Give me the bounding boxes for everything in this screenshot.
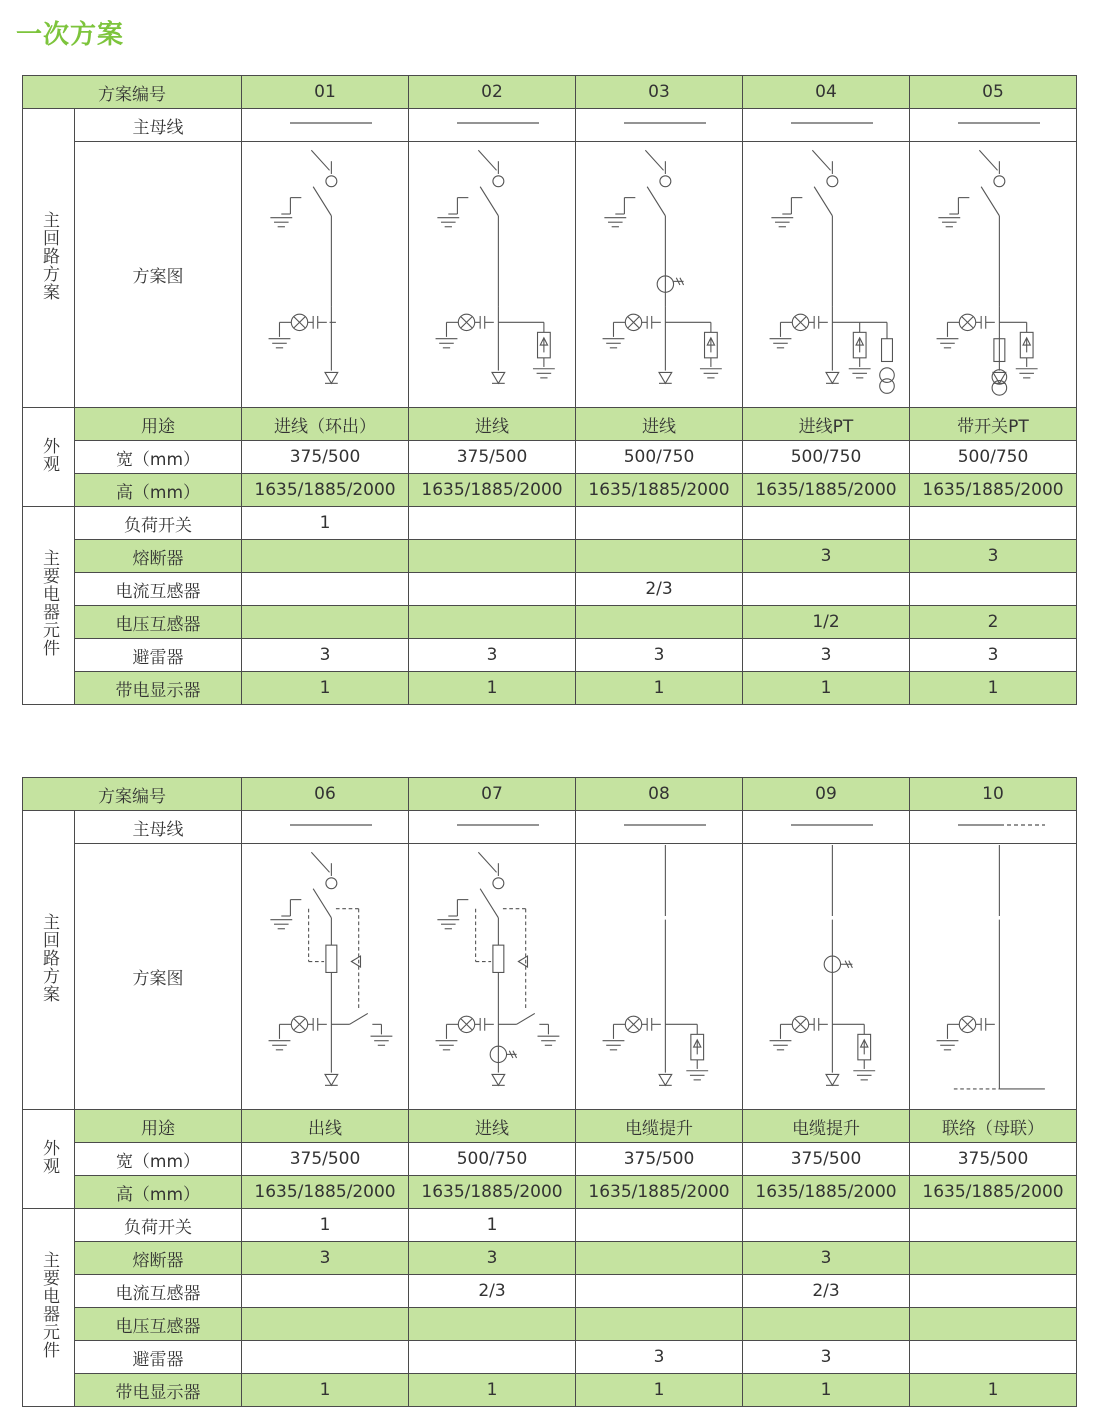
row-height [23, 1176, 1077, 1209]
row-usage [23, 1110, 1077, 1143]
cell-usage: 联络（母联） [910, 1110, 1077, 1143]
busbar-line [242, 811, 408, 843]
row-label-width: 宽（mm） [75, 441, 242, 474]
row-label-pt: 电压互感器 [75, 606, 242, 639]
group-main-circuit [23, 109, 75, 408]
cell-arrester: 3 [743, 639, 910, 672]
scheme-diagram-05 [910, 143, 1076, 407]
busbar-cell [409, 811, 576, 844]
cell-arrester: 3 [743, 1341, 910, 1374]
cell-ct: 2/3 [743, 1275, 910, 1308]
group-main-circuit [23, 811, 75, 1110]
cell-arrester: 3 [576, 1341, 743, 1374]
row-load_switch [23, 1209, 1077, 1242]
busbar-cell [576, 109, 743, 142]
header-row [23, 76, 1077, 109]
scheme-number: 03 [576, 76, 743, 109]
row-label-ct: 电流互感器 [75, 573, 242, 606]
cell-pt [576, 606, 743, 639]
row-label-scheme-no: 方案编号 [23, 778, 242, 811]
busbar-row [23, 109, 1077, 142]
row-usage [23, 408, 1077, 441]
row-arrester [23, 1341, 1077, 1374]
row-label-arrester: 避雷器 [75, 639, 242, 672]
busbar-cell [409, 109, 576, 142]
cell-load_switch [743, 1209, 910, 1242]
cell-arrester [409, 1341, 576, 1374]
cell-height: 1635/1885/2000 [743, 1176, 910, 1209]
diagram-cell [576, 844, 743, 1110]
cell-ct [242, 1275, 409, 1308]
scheme-table-1 [22, 75, 1077, 705]
row-label-height: 高（mm） [75, 474, 242, 507]
row-indicator [23, 1374, 1077, 1407]
cell-fuse [242, 540, 409, 573]
busbar-line [743, 811, 909, 843]
cell-usage: 出线 [242, 1110, 409, 1143]
row-height [23, 474, 1077, 507]
cell-width: 375/500 [743, 1143, 910, 1176]
cell-height: 1635/1885/2000 [910, 474, 1077, 507]
cell-height: 1635/1885/2000 [910, 1176, 1077, 1209]
group-label: 主回路方案 [39, 912, 59, 1003]
diagram-cell [242, 142, 409, 408]
busbar-row [23, 811, 1077, 844]
row-label-ct: 电流互感器 [75, 1275, 242, 1308]
scheme-number: 04 [743, 76, 910, 109]
cell-ct: 2/3 [409, 1275, 576, 1308]
cell-fuse [910, 1242, 1077, 1275]
diagram-cell [910, 844, 1077, 1110]
group-label: 外观 [39, 1138, 59, 1175]
cell-load_switch: 1 [409, 1209, 576, 1242]
row-pt [23, 1308, 1077, 1341]
cell-usage: 电缆提升 [576, 1110, 743, 1143]
cell-fuse [576, 1242, 743, 1275]
busbar-line [910, 109, 1076, 141]
cell-load_switch [743, 507, 910, 540]
cell-indicator: 1 [743, 1374, 910, 1407]
row-label-arrester: 避雷器 [75, 1341, 242, 1374]
cell-width: 375/500 [576, 1143, 743, 1176]
scheme-number: 06 [242, 778, 409, 811]
cell-ct [409, 573, 576, 606]
group-appearance [23, 1110, 75, 1209]
cell-pt [743, 1308, 910, 1341]
cell-usage: 进线 [409, 408, 576, 441]
diagram-cell [409, 142, 576, 408]
cell-load_switch [409, 507, 576, 540]
scheme-number: 09 [743, 778, 910, 811]
cell-load_switch: 1 [242, 1209, 409, 1242]
diagram-cell [910, 142, 1077, 408]
scheme-number: 08 [576, 778, 743, 811]
diagram-cell [242, 844, 409, 1110]
cell-load_switch: 1 [242, 507, 409, 540]
row-indicator [23, 672, 1077, 705]
cell-width: 375/500 [242, 441, 409, 474]
cell-arrester [242, 1341, 409, 1374]
cell-ct [743, 573, 910, 606]
row-label-indicator: 带电显示器 [75, 672, 242, 705]
busbar-cell [743, 811, 910, 844]
cell-arrester [910, 1341, 1077, 1374]
cell-fuse: 3 [743, 540, 910, 573]
busbar-line [409, 811, 575, 843]
cell-usage: 进线PT [743, 408, 910, 441]
row-label-load_switch: 负荷开关 [75, 1209, 242, 1242]
row-width [23, 1143, 1077, 1176]
group-label: 主回路方案 [39, 210, 59, 301]
busbar-cell [910, 811, 1077, 844]
row-pt [23, 606, 1077, 639]
group-label: 外观 [39, 436, 59, 473]
row-label-pt: 电压互感器 [75, 1308, 242, 1341]
cell-fuse: 3 [910, 540, 1077, 573]
cell-arrester: 3 [910, 639, 1077, 672]
cell-pt: 2 [910, 606, 1077, 639]
cell-indicator: 1 [743, 672, 910, 705]
cell-pt [242, 1308, 409, 1341]
diagram-cell [576, 142, 743, 408]
busbar-cell [576, 811, 743, 844]
cell-usage: 进线 [409, 1110, 576, 1143]
cell-load_switch [910, 507, 1077, 540]
row-ct [23, 1275, 1077, 1308]
row-label-indicator: 带电显示器 [75, 1374, 242, 1407]
busbar-line [409, 109, 575, 141]
cell-width: 500/750 [576, 441, 743, 474]
header-row [23, 778, 1077, 811]
diagram-cell [743, 844, 910, 1110]
row-fuse [23, 1242, 1077, 1275]
cell-width: 500/750 [409, 1143, 576, 1176]
cell-width: 500/750 [743, 441, 910, 474]
row-label-load_switch: 负荷开关 [75, 507, 242, 540]
group-components [23, 507, 75, 705]
row-label-diagram: 方案图 [75, 142, 242, 408]
row-label-scheme-no: 方案编号 [23, 76, 242, 109]
page-title: 一次方案 [16, 20, 125, 50]
scheme-diagram-07 [409, 845, 575, 1109]
cell-arrester: 3 [409, 639, 576, 672]
scheme-diagram-06 [242, 845, 408, 1109]
scheme-number: 05 [910, 76, 1077, 109]
scheme-number: 02 [409, 76, 576, 109]
cell-height: 1635/1885/2000 [743, 474, 910, 507]
cell-usage: 带开关PT [910, 408, 1077, 441]
busbar-line [743, 109, 909, 141]
row-fuse [23, 540, 1077, 573]
scheme-diagram-01 [242, 143, 408, 407]
cell-fuse [576, 540, 743, 573]
scheme-table-2 [22, 777, 1077, 1407]
cell-load_switch [910, 1209, 1077, 1242]
diagram-row [23, 844, 1077, 1110]
cell-arrester: 3 [576, 639, 743, 672]
group-label: 主要电器元件 [39, 1251, 59, 1359]
scheme-number: 01 [242, 76, 409, 109]
row-label-usage: 用途 [75, 1110, 242, 1143]
group-label: 主要电器元件 [39, 549, 59, 657]
row-width [23, 441, 1077, 474]
row-label-height: 高（mm） [75, 1176, 242, 1209]
cell-pt: 1/2 [743, 606, 910, 639]
busbar-cell [910, 109, 1077, 142]
diagram-cell [409, 844, 576, 1110]
busbar-cell [242, 811, 409, 844]
row-label-fuse: 熔断器 [75, 1242, 242, 1275]
diagram-cell [743, 142, 910, 408]
row-label-width: 宽（mm） [75, 1143, 242, 1176]
cell-usage: 进线（环出） [242, 408, 409, 441]
cell-ct [910, 1275, 1077, 1308]
cell-height: 1635/1885/2000 [409, 1176, 576, 1209]
scheme-diagram-09 [743, 845, 909, 1109]
busbar-line [910, 811, 1076, 843]
cell-fuse: 3 [242, 1242, 409, 1275]
diagram-row [23, 142, 1077, 408]
cell-ct [242, 573, 409, 606]
scheme-diagram-02 [409, 143, 575, 407]
cell-indicator: 1 [242, 1374, 409, 1407]
group-appearance [23, 408, 75, 507]
cell-indicator: 1 [409, 672, 576, 705]
row-ct [23, 573, 1077, 606]
cell-indicator: 1 [910, 1374, 1077, 1407]
busbar-cell [242, 109, 409, 142]
scheme-number: 07 [409, 778, 576, 811]
row-load_switch [23, 507, 1077, 540]
cell-pt [910, 1308, 1077, 1341]
cell-usage: 电缆提升 [743, 1110, 910, 1143]
scheme-diagram-03 [576, 143, 742, 407]
cell-load_switch [576, 507, 743, 540]
cell-load_switch [576, 1209, 743, 1242]
scheme-diagram-10 [910, 845, 1076, 1109]
group-components [23, 1209, 75, 1407]
cell-indicator: 1 [576, 672, 743, 705]
scheme-diagram-08 [576, 845, 742, 1109]
busbar-cell [743, 109, 910, 142]
cell-width: 375/500 [910, 1143, 1077, 1176]
cell-pt [576, 1308, 743, 1341]
cell-indicator: 1 [576, 1374, 743, 1407]
cell-pt [409, 606, 576, 639]
cell-height: 1635/1885/2000 [242, 474, 409, 507]
scheme-diagram-04 [743, 143, 909, 407]
cell-pt [242, 606, 409, 639]
row-label-usage: 用途 [75, 408, 242, 441]
cell-usage: 进线 [576, 408, 743, 441]
cell-width: 500/750 [910, 441, 1077, 474]
cell-ct [910, 573, 1077, 606]
cell-indicator: 1 [242, 672, 409, 705]
scheme-number: 10 [910, 778, 1077, 811]
cell-width: 375/500 [242, 1143, 409, 1176]
cell-fuse: 3 [743, 1242, 910, 1275]
cell-fuse: 3 [409, 1242, 576, 1275]
cell-width: 375/500 [409, 441, 576, 474]
row-label-busbar: 主母线 [75, 109, 242, 142]
row-label-fuse: 熔断器 [75, 540, 242, 573]
busbar-line [576, 811, 742, 843]
cell-indicator: 1 [910, 672, 1077, 705]
cell-height: 1635/1885/2000 [242, 1176, 409, 1209]
cell-height: 1635/1885/2000 [409, 474, 576, 507]
cell-arrester: 3 [242, 639, 409, 672]
cell-indicator: 1 [409, 1374, 576, 1407]
row-label-diagram: 方案图 [75, 844, 242, 1110]
cell-ct: 2/3 [576, 573, 743, 606]
row-arrester [23, 639, 1077, 672]
row-label-busbar: 主母线 [75, 811, 242, 844]
busbar-line [576, 109, 742, 141]
cell-ct [576, 1275, 743, 1308]
busbar-line [242, 109, 408, 141]
cell-pt [409, 1308, 576, 1341]
cell-fuse [409, 540, 576, 573]
cell-height: 1635/1885/2000 [576, 1176, 743, 1209]
cell-height: 1635/1885/2000 [576, 474, 743, 507]
